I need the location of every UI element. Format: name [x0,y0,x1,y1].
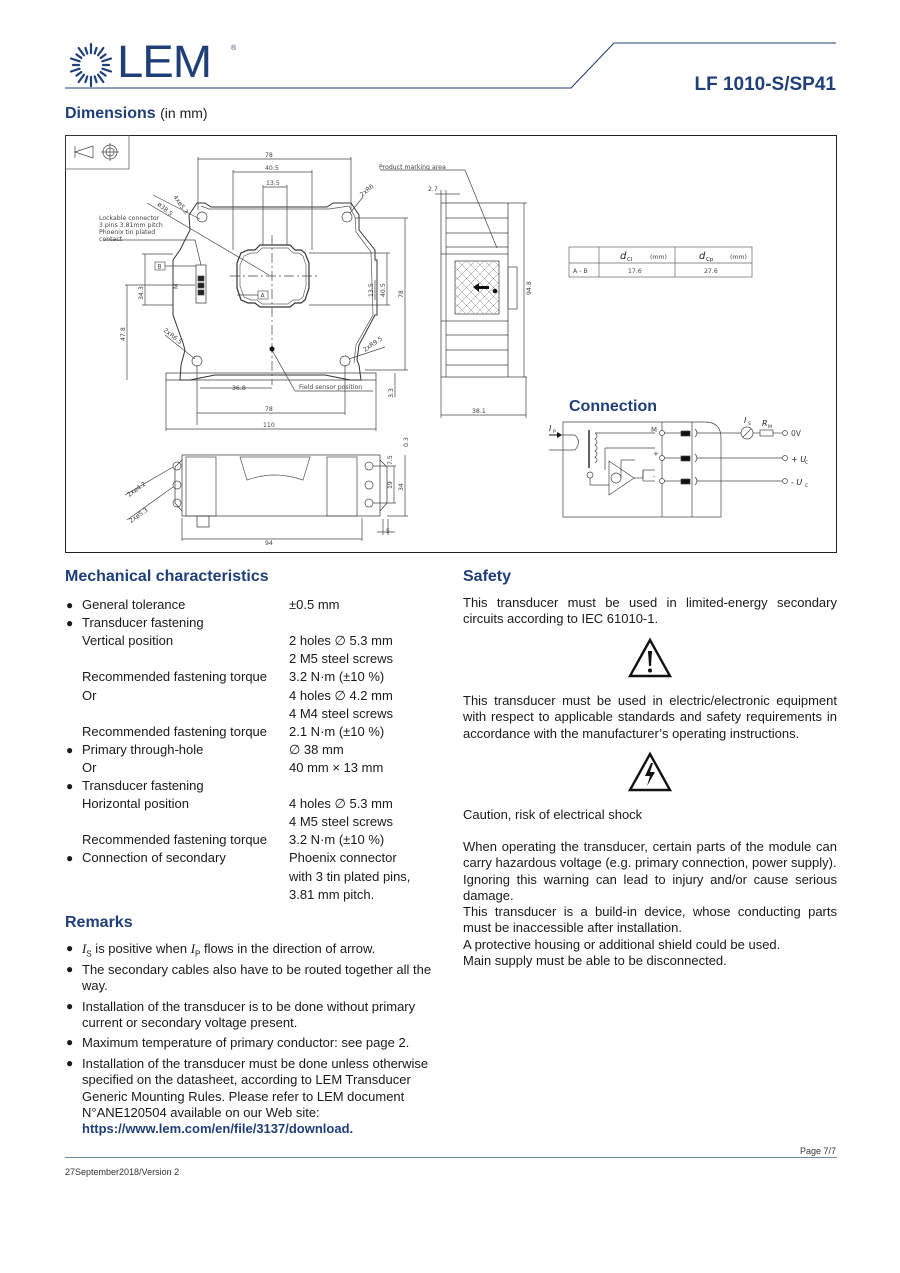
connector-note-1: Lockable connector [99,215,160,222]
dim-38-1: 38.1 [472,408,486,415]
dim-h-13-5: 13.5 [368,283,375,297]
safety-paragraph-1: This transducer must be used in limited-energy secondary circuits according to IEC 61010-1. [463,595,837,627]
mechanical-heading: Mechanical characteristics [65,568,269,585]
mech-label: Horizontal position [82,796,189,812]
mech-value: 2 holes ∅ 5.3 mm [289,633,393,649]
remarks-heading: Remarks [65,914,133,931]
dimensions-drawing [65,135,837,553]
dim-78-top: 78 [265,152,273,159]
conn-minus-uc-label: - U [791,478,803,487]
mech-label: Or [82,687,97,703]
mech-label: Connection of secondary [82,850,226,866]
dim-h-40-5: 40.5 [380,283,387,297]
page-number: Page 7/7 [799,1146,836,1156]
dimensions-title [65,105,208,123]
bullet-icon: ● [66,962,74,976]
conn-rm-sub: M [768,425,772,430]
dim-40-5: 40.5 [265,165,279,172]
technical-drawing [65,135,837,553]
table-header-dcp: d [699,251,706,262]
remark-item: Maximum temperature of primary conductor: see page 2. [82,1035,410,1050]
mech-value: 4 holes ∅ 4.2 mm [289,687,393,703]
conn-plus-label: + [653,450,659,458]
page-header [0,0,900,100]
mech-value: 3.2 N·m (±10 %) [289,669,385,685]
table-unit-cl: (mm) [650,254,667,261]
safety-line: This transducer is a build-in device, whose conducting parts must be inaccessible after installation. [463,904,837,936]
mech-value: 4 holes ∅ 5.3 mm [289,796,393,812]
is-symbol: I [82,941,87,956]
mech-value: 40 mm × 13 mm [289,759,384,775]
ref-m: M [173,283,180,289]
dim-34-3: 34.3 [138,286,145,300]
warning-exclamation-icon [627,637,673,679]
ip-symbol: I [190,941,196,956]
mech-label: Transducer fastening [82,778,204,793]
version-label: 27September2018/Version 2 [65,1167,180,1177]
dim-2-7: 2.7 [428,186,438,193]
dim-110: 110 [263,422,275,429]
dim-3-3: 3.3 [388,388,395,398]
mech-label: Recommended fastening torque [82,669,268,685]
safety-paragraph-3 [463,839,837,969]
conn-ip-label: I [549,424,552,433]
bullet-icon: ● [66,941,74,955]
dim-h-78: 78 [398,290,405,298]
dim-4x-hole: 4xø5.3 [171,194,190,216]
safety-line: When operating the transducer, certain parts of the module can carry hazardous voltage (e.g. primary connection, power supply). [463,839,837,871]
dim-36-8: 36.8 [232,385,246,392]
dim-47-8: 47.8 [120,327,127,341]
remark-item: Installation of the transducer is to be done without primary current or secondary voltage present. [82,999,416,1031]
remark-item [82,941,442,963]
conn-plus-uc-label: + U [791,455,807,464]
ip-subscript: P [195,949,201,959]
bullet-icon: ● [66,779,74,793]
dim-34: 34 [398,483,405,491]
mech-value: 3.2 N·m (±10 %) [289,832,385,848]
safety-line: A protective housing or additional shield could be used. [463,936,781,952]
dim-0-3: 0.3 [403,437,410,447]
table-cell-dcl: 17.6 [628,268,642,275]
mech-value: 4 M5 steel screws [289,814,394,830]
dim-78-bottom: 78 [265,406,273,413]
electrical-shock-icon [627,751,673,793]
mech-value: ∅ 38 mm [289,741,344,757]
dim-13-5: 13.5 [266,180,280,187]
product-code: LF 1010-S/SP41 [694,74,836,95]
conn-minus-uc-sub: C [805,484,809,489]
conn-m-label: M [651,426,658,434]
safety-line: Main supply must be able to be disconnected. [463,953,727,969]
connection-heading: Connection [569,398,657,415]
bullet-icon: ● [66,1056,74,1070]
conn-minus-label: - [653,473,656,481]
projection-symbol-icon [65,135,129,169]
product-marking-label: Product marking area [379,164,446,171]
mech-value: 2 M5 steel screws [289,651,394,667]
bullet-icon: ● [66,742,74,757]
table-header-dcp-sub: Cp [706,257,714,263]
conn-is-label: I [744,416,747,425]
ref-b: B [157,263,162,271]
remark-text: Installation of the transducer must be done unless otherwise specified on the datasheet, according to LEM Transducer Generic Mounting Rules. Please refer to LEM document N°ANE120504 available on our Web site: [82,1056,429,1120]
mech-value: with 3 tin plated pins, [289,868,411,884]
remark-item: The secondary cables also have to be routed together all the way. [82,962,432,994]
is-subscript: S [86,949,92,959]
conn-plus-uc-sub: C [805,461,809,466]
mech-label: General tolerance [82,597,186,612]
dim-94-8: 94.8 [526,281,533,295]
mech-label: Vertical position [82,633,174,649]
dim-bore: ø38.5 [155,201,174,218]
dimensions-unit-note: (in mm) [160,105,208,121]
download-link[interactable]: https://www.lem.com/en/file/3137/download. [82,1121,354,1137]
table-cell-dcp: 27.6 [704,268,718,275]
dim-2xr6: 2xR6 [358,182,376,199]
remark-text: flows in the direction of arrow. [200,941,376,956]
safety-line: Ignoring this warning can lead to injury and/or cause serious damage. [463,871,837,903]
caution-text: Caution, risk of electrical shock [463,807,643,822]
safety-heading: Safety [463,568,512,585]
lem-logo-text: LEM [117,36,212,87]
safety-paragraph-2: This transducer must be used in electric/electronic equipment with respect to applicable standards and safety requirements in accordance with the manufacturer’s operating instructions. [463,693,837,741]
dim-2xr6-5: 2xR6.5 [161,327,184,346]
mech-label: Transducer fastening [82,615,204,631]
remark-text: is positive when [91,941,191,956]
dim-2x5-3: 2xø5.3 [128,506,150,525]
table-row-label: A - B [573,268,588,275]
mech-value: 4 M4 steel screws [289,705,394,721]
dim-94: 94 [265,540,273,547]
mech-label: Recommended fastening torque [82,832,268,848]
conn-rm-label: R [762,419,768,428]
mech-value: 3.81 mm pitch. [289,886,375,902]
mech-value: 2.1 N·m (±10 %) [289,723,385,739]
conn-ip-sub: P [553,430,556,435]
dim-19: 19 [387,481,394,489]
connector-note-2: 3 pins 3.81mm pitch [99,222,163,229]
conn-0v-label: 0V [791,429,801,438]
dim-2x4-2: 2xø4.2 [126,480,148,499]
bullet-icon: ● [66,1035,74,1049]
mech-label: Primary through-hole [82,741,204,757]
connector-note-3: Phoenix tin plated [99,229,156,236]
bullet-icon: ● [66,851,74,866]
registered-mark: ® [231,45,237,52]
table-unit-cp: (mm) [730,254,747,261]
bullet-icon: ● [66,616,74,631]
connector-note-4: contact [99,236,123,243]
remark-item [82,1056,437,1137]
field-sensor-label: Field sensor position [299,384,363,391]
dim-7-5: 7.5 [387,455,394,465]
dim-5: 5 [386,528,390,535]
mech-label: Or [82,759,97,775]
dim-2xr9-5: 2xR9.5 [362,335,384,354]
footer-rule [65,1157,837,1158]
ref-a: A [260,292,265,300]
bullet-icon: ● [66,999,74,1013]
mech-value: Phoenix connector [289,850,397,866]
conn-is-sub: S [748,422,751,427]
bullet-icon: ● [66,598,74,612]
table-header-dcl-sub: Cl [627,257,633,263]
mech-value: ±0.5 mm [289,597,340,612]
mech-label: Recommended fastening torque [82,723,268,739]
table-header-dcl: d [620,251,627,262]
dimensions-heading: Dimensions [65,105,156,122]
